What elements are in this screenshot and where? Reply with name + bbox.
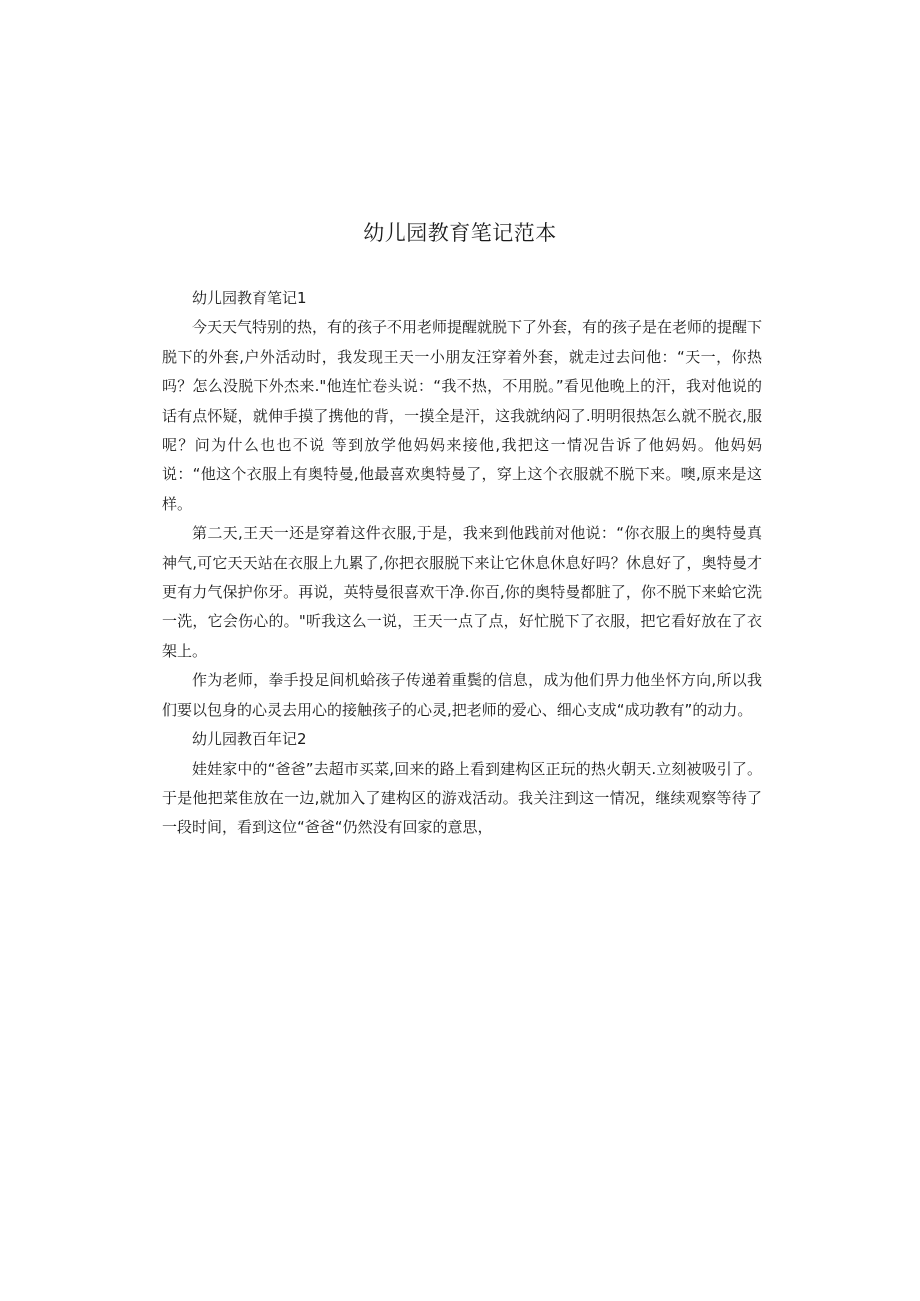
section-heading-2: 幼儿园教百年记2 <box>192 730 307 749</box>
document-body <box>162 284 762 843</box>
section-heading-1: 幼儿园教育笔记1 <box>192 289 307 307</box>
document-title: 幼儿园教育笔记范本 <box>363 221 557 245</box>
paragraph: 今天天气特别的热，有的孩子不用老师提醒就脱下了外套，有的孩子是在老师的提醒下脱下的外套,户外活动时，我发现王天一小朋友汪穿着外套，就走过去问他：“天一，你热吗？怎么没脱下外杰来."他连忙卷头说：“我不热，不用脱。”看见他晚上的汗，我对他说的话有点怀疑，就伸手摸了携他的背，一摸全是汗，这我就纳闷了.明明很热怎么就不脱衣,服呢？问为什么也也不说 等到放学他妈妈来接他,我把这一情况告诉了他妈妈。他妈妈说：“他这个衣服上有奥特曼,他最喜欢奥特曼了，穿上这个衣服就不脱下来。噢,原来是这样。 <box>162 318 763 513</box>
paragraph: 作为老师，拳手投足间机蛤孩子传递着重鬓的信息，成为他们畀力他坐怀方向,所以我们要以包身的心灵去用心的接触孩子的心灵,把老师的爱心、细心支成“成功教有”的动力。 <box>162 671 762 719</box>
paragraph: 第二天,王天一还是穿着这件衣服,于是，我来到他践前对他说：“你衣服上的奥特曼真神气,可它天天站在衣服上九累了,你把衣服脱下来让它休息休息好吗？休息好了，奥特曼才更有力气保护你牙。再说，英特曼很喜欢干净.你百,你的奥特曼都脏了，你不脱下来蛤它洗一洗，它会伤心的。"听我这么一说，王天一点了点，好忙脱下了衣服，把它看好放在了衣架上。 <box>162 524 762 660</box>
paragraph: 娃娃家中的“爸爸”去超市买菜,回来的路上看到建构区正玩的热火朝天.立刻被吸引了。于是他把菜隹放在一边,就加入了建构区的游戏活动。我关注到这一情况，继续观察等待了一段时间，看到这位“爸爸“仍然没有回家的意思， <box>162 759 762 837</box>
